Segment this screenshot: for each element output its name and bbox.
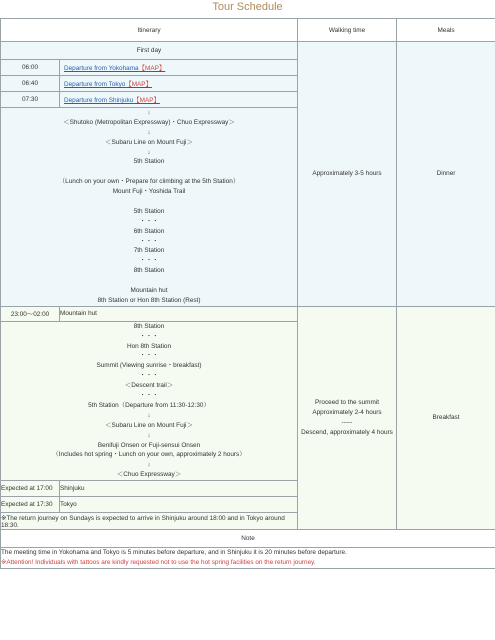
- walking-line: -----: [341, 418, 353, 426]
- departure-link-tokyo[interactable]: Departure from Tokyo【MAP】: [64, 81, 152, 88]
- map-link[interactable]: 【MAP】: [138, 65, 166, 72]
- page-title: Tour Schedule: [212, 1, 283, 13]
- arrival-time: Expected at 17:30: [1, 497, 60, 513]
- route-line: Mountain hut: [130, 287, 168, 295]
- note-body-row: [1, 548, 495, 569]
- hut-label: Mountain hut: [60, 306, 298, 321]
- route-line: 8th Station or Hon 8th Station (Rest): [97, 296, 201, 304]
- route-line: Hon 8th Station: [126, 342, 172, 350]
- route-line: [1, 276, 297, 286]
- departure-cell: [60, 76, 298, 92]
- note-warning: ※Attention! Individuals with tattoos are kindly requested not to use the hot spring facilities on the return journey.: [1, 559, 316, 567]
- route-line: ↓: [147, 461, 151, 469]
- route-line: ↓: [147, 148, 151, 156]
- route-line: ・・・: [139, 392, 159, 400]
- header-itinerary: Itinerary: [1, 19, 298, 42]
- route-line: 7th Station: [133, 247, 165, 255]
- departure-time: 07:30: [1, 92, 60, 108]
- day1-walking-time: Approximately 3-5 hours: [298, 42, 397, 307]
- departure-time: 06:00: [1, 60, 60, 76]
- departure-link-yokohama[interactable]: Departure from Yokohama【MAP】: [64, 65, 166, 72]
- note-label: Note: [1, 530, 495, 548]
- header-walking-time: Walking time: [298, 19, 397, 42]
- route-line: 6th Station: [133, 227, 165, 235]
- walking-line: Approximately 2-4 hours: [312, 408, 382, 416]
- arrival-place: Shinjuku: [60, 481, 298, 497]
- route-line: 5th Station: [133, 207, 165, 215]
- day1-meals: Dinner: [397, 42, 495, 307]
- route-line: Mount Fuji・Yoshida Trail: [112, 188, 186, 196]
- route-line: ・・・: [139, 372, 159, 380]
- departure-cell: [60, 92, 298, 108]
- route-line: ↓: [147, 109, 151, 116]
- note-body: [1, 548, 495, 569]
- route-line: ・・・: [139, 237, 159, 245]
- route-line: 5th Station（Departure from 11:30-12:30）: [88, 401, 210, 409]
- walking-line: Descend, approximately 4 hours: [301, 428, 393, 436]
- arrival-place: Tokyo: [60, 497, 298, 513]
- route-line: [1, 167, 297, 177]
- route-line: ↓: [147, 411, 151, 419]
- route-line: ＜Chuo Expressway＞: [116, 471, 182, 479]
- route-line: Benifuji Onsen or Fuji-sensui Onsen: [97, 441, 201, 449]
- route-line: ＜Subaru Line on Mount Fuji＞: [105, 421, 193, 429]
- table-header-row: [1, 19, 495, 42]
- route-line: ＜Shutoko (Metropolitan Expressway)・Chuo Expressway＞: [63, 118, 235, 126]
- day1-label-row: [1, 42, 495, 60]
- route-line: ↓: [147, 431, 151, 439]
- route-line: ・・・: [139, 217, 159, 225]
- header-meals: Meals: [397, 19, 495, 42]
- route-line: （Includes hot spring・Lunch on your own, approximately 2 hours）: [52, 451, 246, 459]
- route-line: ↓: [147, 128, 151, 136]
- route-line: ＜Descent trail＞: [124, 382, 174, 390]
- arrival-time: Expected at 17:00: [1, 481, 60, 497]
- note-header-row: [1, 530, 495, 548]
- map-link[interactable]: 【MAP】: [133, 97, 160, 104]
- walking-line: Proceed to the summit: [315, 398, 379, 406]
- day2-walking-time: [298, 306, 397, 529]
- route-line: ・・・: [139, 352, 159, 360]
- day1-label: First day: [1, 42, 298, 60]
- route-line: [1, 197, 297, 207]
- return-note: ※The return journey on Sundays is expected to arrive in Shinjuku around 18:00 and in Tokyo around 18:30.: [1, 513, 298, 530]
- departure-time: 06:40: [1, 76, 60, 92]
- route-line: ・・・: [139, 332, 159, 340]
- map-link[interactable]: 【MAP】: [125, 81, 152, 88]
- route-line: ＜Subaru Line on Mount Fuji＞: [105, 138, 193, 146]
- departure-link-shinjuku[interactable]: Departure from Shinjuku【MAP】: [64, 97, 160, 104]
- route-line: 8th Station: [133, 267, 165, 275]
- schedule-table: [0, 18, 495, 569]
- day1-route: [1, 108, 298, 307]
- route-line: ・・・: [139, 257, 159, 265]
- day2-route: [1, 321, 298, 480]
- route-line: （Lunch on your own・Prepare for climbing at the 5th Station）: [58, 178, 240, 186]
- day2-meals: Breakfast: [397, 306, 495, 529]
- hut-time: 23:00〜02:00: [1, 306, 60, 321]
- route-line: Summit (Viewing sunrise・breakfast): [96, 362, 202, 370]
- note-text: The meeting time in Yokohama and Tokyo is 5 minutes before departure, and in Shinjuku it is 20 minutes before departure.: [1, 549, 347, 557]
- route-line: 8th Station: [133, 322, 165, 330]
- departure-cell: [60, 60, 298, 76]
- route-line: 5th Station: [133, 158, 165, 166]
- hut-row: [1, 306, 495, 321]
